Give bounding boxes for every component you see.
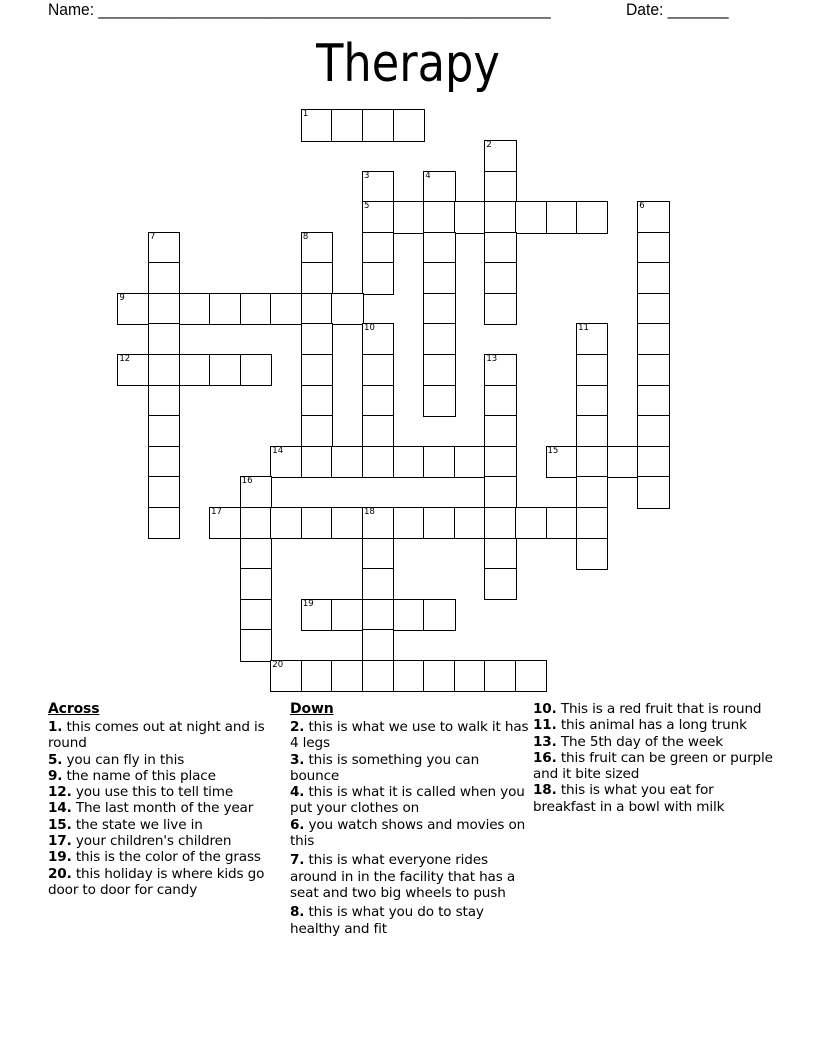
name-field-label: Name: ____________________________________________________: [48, 0, 551, 19]
crossword-cell[interactable]: [209, 293, 241, 325]
crossword-cell[interactable]: [209, 354, 241, 386]
crossword-cell[interactable]: [331, 293, 363, 325]
crossword-cell[interactable]: [637, 201, 669, 233]
clue-text: your children's children: [75, 833, 232, 850]
down-heading: Down: [290, 701, 334, 717]
down-clues-continued: [533, 701, 773, 815]
crossword-cell[interactable]: [270, 507, 302, 539]
crossword-cell[interactable]: [362, 354, 394, 386]
clue-text: The last month of the year: [75, 800, 254, 817]
crossword-cell[interactable]: [393, 446, 425, 478]
crossword-cell[interactable]: [148, 507, 180, 539]
crossword-cell[interactable]: [393, 599, 425, 631]
clue-text: this is what you eat for breakfast in a bowl with milk: [533, 782, 725, 815]
crossword-cell[interactable]: [423, 354, 455, 386]
crossword-cell[interactable]: [331, 660, 363, 692]
clue-number: 16: [241, 476, 253, 487]
crossword-cell[interactable]: [362, 262, 394, 294]
crossword-cell[interactable]: [331, 507, 363, 539]
crossword-cell[interactable]: [637, 476, 669, 508]
crossword-cell[interactable]: [301, 354, 333, 386]
clue-number: 15.: [48, 816, 72, 833]
clue-text: you can fly in this: [66, 751, 185, 768]
clue-number: 7.: [290, 852, 305, 869]
clue-item: [48, 768, 288, 784]
crossword-cell[interactable]: [423, 293, 455, 325]
clue-number: 11.: [533, 717, 557, 734]
crossword-cell[interactable]: [240, 629, 272, 661]
crossword-cell[interactable]: [393, 507, 425, 539]
crossword-cell[interactable]: [484, 660, 516, 692]
crossword-cell[interactable]: [331, 599, 363, 631]
clue-number: 3.: [290, 751, 305, 768]
clue-item: [533, 750, 773, 783]
crossword-cell[interactable]: [209, 507, 241, 539]
clue-number: 17.: [48, 833, 72, 850]
crossword-cell[interactable]: [362, 201, 394, 233]
clue-number: 18.: [533, 782, 557, 799]
crossword-cell[interactable]: [301, 232, 333, 264]
crossword-cell[interactable]: [423, 232, 455, 264]
clue-number: 7: [149, 231, 156, 242]
clue-number: 2: [486, 139, 492, 150]
clue-text: this is something you can bounce: [290, 751, 480, 784]
across-heading: Across: [48, 701, 100, 717]
crossword-cell[interactable]: [484, 140, 516, 172]
crossword-cell[interactable]: [117, 293, 149, 325]
crossword-cell[interactable]: [484, 171, 516, 203]
clue-number: 6.: [290, 816, 305, 833]
crossword-cell[interactable]: [301, 507, 333, 539]
crossword-cell[interactable]: [179, 354, 211, 386]
crossword-cell[interactable]: [362, 599, 394, 631]
clue-number: 8: [302, 231, 309, 242]
crossword-cell[interactable]: [515, 660, 547, 692]
crossword-cell[interactable]: [148, 232, 180, 264]
page-title: Therapy: [316, 34, 500, 94]
crossword-cell[interactable]: [546, 201, 578, 233]
crossword-cell[interactable]: [179, 293, 211, 325]
crossword-cell[interactable]: [454, 201, 486, 233]
crossword-cell[interactable]: [301, 660, 333, 692]
crossword-cell[interactable]: [362, 109, 394, 141]
crossword-cell[interactable]: [576, 476, 608, 508]
crossword-cell[interactable]: [240, 293, 272, 325]
crossword-cell[interactable]: [301, 323, 333, 355]
crossword-cell[interactable]: [515, 201, 547, 233]
clue-number: 3: [364, 170, 370, 181]
clue-text: this is what everyone rides around in in the facility that has a seat and two big wheels to push: [290, 852, 515, 901]
crossword-cell[interactable]: [637, 446, 669, 478]
crossword-cell[interactable]: [301, 599, 333, 631]
crossword-cell[interactable]: [240, 476, 272, 508]
clue-item: [290, 904, 530, 937]
clue-number: 19: [302, 598, 314, 609]
crossword-cell[interactable]: [484, 354, 516, 386]
clue-text: this holiday is where kids go door to door for candy: [48, 865, 265, 898]
crossword-cell[interactable]: [362, 660, 394, 692]
clue-number: 15: [547, 445, 559, 456]
clue-number: 1.: [48, 719, 63, 735]
crossword-cell[interactable]: [362, 323, 394, 355]
crossword-cell[interactable]: [362, 446, 394, 478]
crossword-cell[interactable]: [148, 293, 180, 325]
crossword-cell[interactable]: [484, 415, 516, 447]
clue-text: you use this to tell time: [75, 784, 234, 801]
crossword-cell[interactable]: [393, 109, 425, 141]
clue-number: 20: [272, 659, 284, 670]
crossword-cell[interactable]: [362, 385, 394, 417]
clue-number: 9.: [48, 767, 63, 784]
crossword-cell[interactable]: [148, 385, 180, 417]
crossword-cell[interactable]: [148, 354, 180, 386]
crossword-cell[interactable]: [423, 507, 455, 539]
clue-number: 12.: [48, 784, 72, 801]
crossword-cell[interactable]: [148, 323, 180, 355]
clue-number: 12: [119, 354, 131, 365]
crossword-cell[interactable]: [148, 262, 180, 294]
clue-item: [290, 752, 530, 785]
crossword-cell[interactable]: [637, 354, 669, 386]
crossword-cell[interactable]: [240, 507, 272, 539]
crossword-cell[interactable]: [117, 354, 149, 386]
clue-number: 11: [578, 323, 589, 334]
clue-number: 17: [211, 506, 222, 517]
down-clues: [290, 700, 530, 937]
crossword-cell[interactable]: [393, 660, 425, 692]
clue-number: 16.: [533, 749, 557, 766]
clue-number: 18: [364, 506, 375, 517]
clue-number: 2.: [290, 719, 305, 735]
crossword-cell[interactable]: [607, 446, 639, 478]
crossword-cell[interactable]: [148, 476, 180, 508]
clue-item: [533, 717, 773, 733]
crossword-cell[interactable]: [576, 354, 608, 386]
across-clues: [48, 700, 288, 898]
crossword-cell[interactable]: [301, 446, 333, 478]
crossword-cell[interactable]: [301, 385, 333, 417]
clue-text: this is the color of the grass: [75, 849, 261, 866]
clue-number: 13: [486, 354, 498, 365]
clue-number: 10.: [533, 701, 557, 717]
crossword-cell[interactable]: [515, 507, 547, 539]
crossword-cell[interactable]: [576, 385, 608, 417]
crossword-cell[interactable]: [393, 201, 425, 233]
crossword-cell[interactable]: [454, 446, 486, 478]
clue-item: [48, 752, 288, 768]
clue-number: 13.: [533, 733, 557, 750]
clue-text: the state we live in: [75, 816, 203, 833]
clue-item: [533, 701, 773, 717]
crossword-cell[interactable]: [301, 109, 333, 141]
crossword-cell[interactable]: [637, 415, 669, 447]
clue-item: [48, 866, 288, 899]
crossword-cell[interactable]: [576, 201, 608, 233]
crossword-cell[interactable]: [362, 232, 394, 264]
clue-item: [290, 719, 530, 752]
crossword-cell[interactable]: [148, 415, 180, 447]
crossword-cell[interactable]: [423, 599, 455, 631]
crossword-cell[interactable]: [454, 660, 486, 692]
crossword-cell[interactable]: [484, 538, 516, 570]
clue-number: 1: [302, 109, 309, 120]
clue-text: This is a red fruit that is round: [560, 701, 762, 717]
crossword-cell[interactable]: [301, 415, 333, 447]
clue-text: this is what it is called when you put your clothes on: [290, 784, 525, 817]
crossword-cell[interactable]: [637, 232, 669, 264]
crossword-cell[interactable]: [484, 507, 516, 539]
crossword-cell[interactable]: [270, 660, 302, 692]
date-field-label: Date: _______: [626, 0, 729, 19]
crossword-cell[interactable]: [362, 507, 394, 539]
crossword-cell[interactable]: [576, 446, 608, 478]
clue-item: [48, 833, 288, 849]
crossword-cell[interactable]: [301, 293, 333, 325]
crossword-cell[interactable]: [576, 415, 608, 447]
clue-number: 4: [425, 170, 431, 181]
crossword-cell[interactable]: [484, 293, 516, 325]
crossword-cell[interactable]: [576, 323, 608, 355]
clue-number: 19.: [48, 849, 72, 866]
clue-number: 20.: [48, 865, 72, 882]
crossword-cell[interactable]: [423, 171, 455, 203]
crossword-cell[interactable]: [362, 568, 394, 600]
clue-text: this animal has a long trunk: [560, 717, 747, 734]
clue-text: this fruit can be green or purple and it bite sized: [533, 749, 773, 783]
crossword-cell[interactable]: [423, 385, 455, 417]
clue-number: 5.: [48, 751, 63, 768]
clue-number: 6: [639, 201, 645, 212]
clue-item: [290, 852, 530, 901]
clue-text: this is what we use to walk it has 4 legs: [290, 719, 529, 752]
clue-text: this comes out at night and is round: [48, 719, 265, 752]
clue-number: 14: [272, 445, 284, 456]
crossword-cell[interactable]: [423, 201, 455, 233]
crossword-cell[interactable]: [362, 629, 394, 661]
crossword-cell[interactable]: [362, 171, 394, 203]
crossword-cell[interactable]: [484, 446, 516, 478]
clue-text: this is what you do to stay healthy and fit: [290, 904, 484, 937]
clue-item: [48, 784, 288, 800]
clue-item: [48, 849, 288, 865]
crossword-cell[interactable]: [484, 476, 516, 508]
clue-text: you watch shows and movies on this: [290, 816, 526, 850]
crossword-cell[interactable]: [331, 446, 363, 478]
clue-number: 5: [364, 201, 370, 212]
clue-item: [290, 817, 530, 850]
clue-item: [290, 784, 530, 817]
crossword-cell[interactable]: [270, 293, 302, 325]
clue-item: [533, 782, 773, 815]
crossword-cell[interactable]: [637, 262, 669, 294]
crossword-cell[interactable]: [484, 201, 516, 233]
crossword-cell[interactable]: [331, 109, 363, 141]
crossword-cell[interactable]: [546, 507, 578, 539]
crossword-cell[interactable]: [270, 446, 302, 478]
clue-item: [48, 817, 288, 833]
crossword-cell[interactable]: [240, 538, 272, 570]
clue-text: The 5th day of the week: [560, 733, 723, 750]
clue-item: [48, 800, 288, 816]
clue-item: [48, 719, 288, 752]
crossword-cell[interactable]: [240, 354, 272, 386]
crossword-cell[interactable]: [576, 507, 608, 539]
clue-number: 8.: [290, 904, 305, 921]
crossword-cell[interactable]: [240, 568, 272, 600]
crossword-cell[interactable]: [423, 323, 455, 355]
crossword-cell[interactable]: [423, 446, 455, 478]
crossword-cell[interactable]: [423, 660, 455, 692]
clue-text: the name of this place: [66, 767, 216, 784]
crossword-cell[interactable]: [637, 385, 669, 417]
crossword-cell[interactable]: [484, 385, 516, 417]
crossword-cell[interactable]: [637, 293, 669, 325]
clue-number: 9: [119, 292, 125, 303]
crossword-cell[interactable]: [454, 507, 486, 539]
clue-number: 4.: [290, 784, 305, 801]
clue-number: 10: [364, 323, 375, 334]
crossword-cell[interactable]: [484, 262, 516, 294]
clue-number: 14.: [48, 800, 72, 817]
crossword-cell[interactable]: [362, 415, 394, 447]
clue-item: [533, 734, 773, 750]
crossword-cell[interactable]: [148, 446, 180, 478]
crossword-cell[interactable]: [240, 599, 272, 631]
crossword-cell[interactable]: [423, 262, 455, 294]
crossword-cell[interactable]: [576, 538, 608, 570]
crossword-cell[interactable]: [362, 538, 394, 570]
crossword-cell[interactable]: [484, 568, 516, 600]
crossword-cell[interactable]: [546, 446, 578, 478]
crossword-cell[interactable]: [637, 323, 669, 355]
crossword-cell[interactable]: [484, 232, 516, 264]
crossword-cell[interactable]: [301, 262, 333, 294]
